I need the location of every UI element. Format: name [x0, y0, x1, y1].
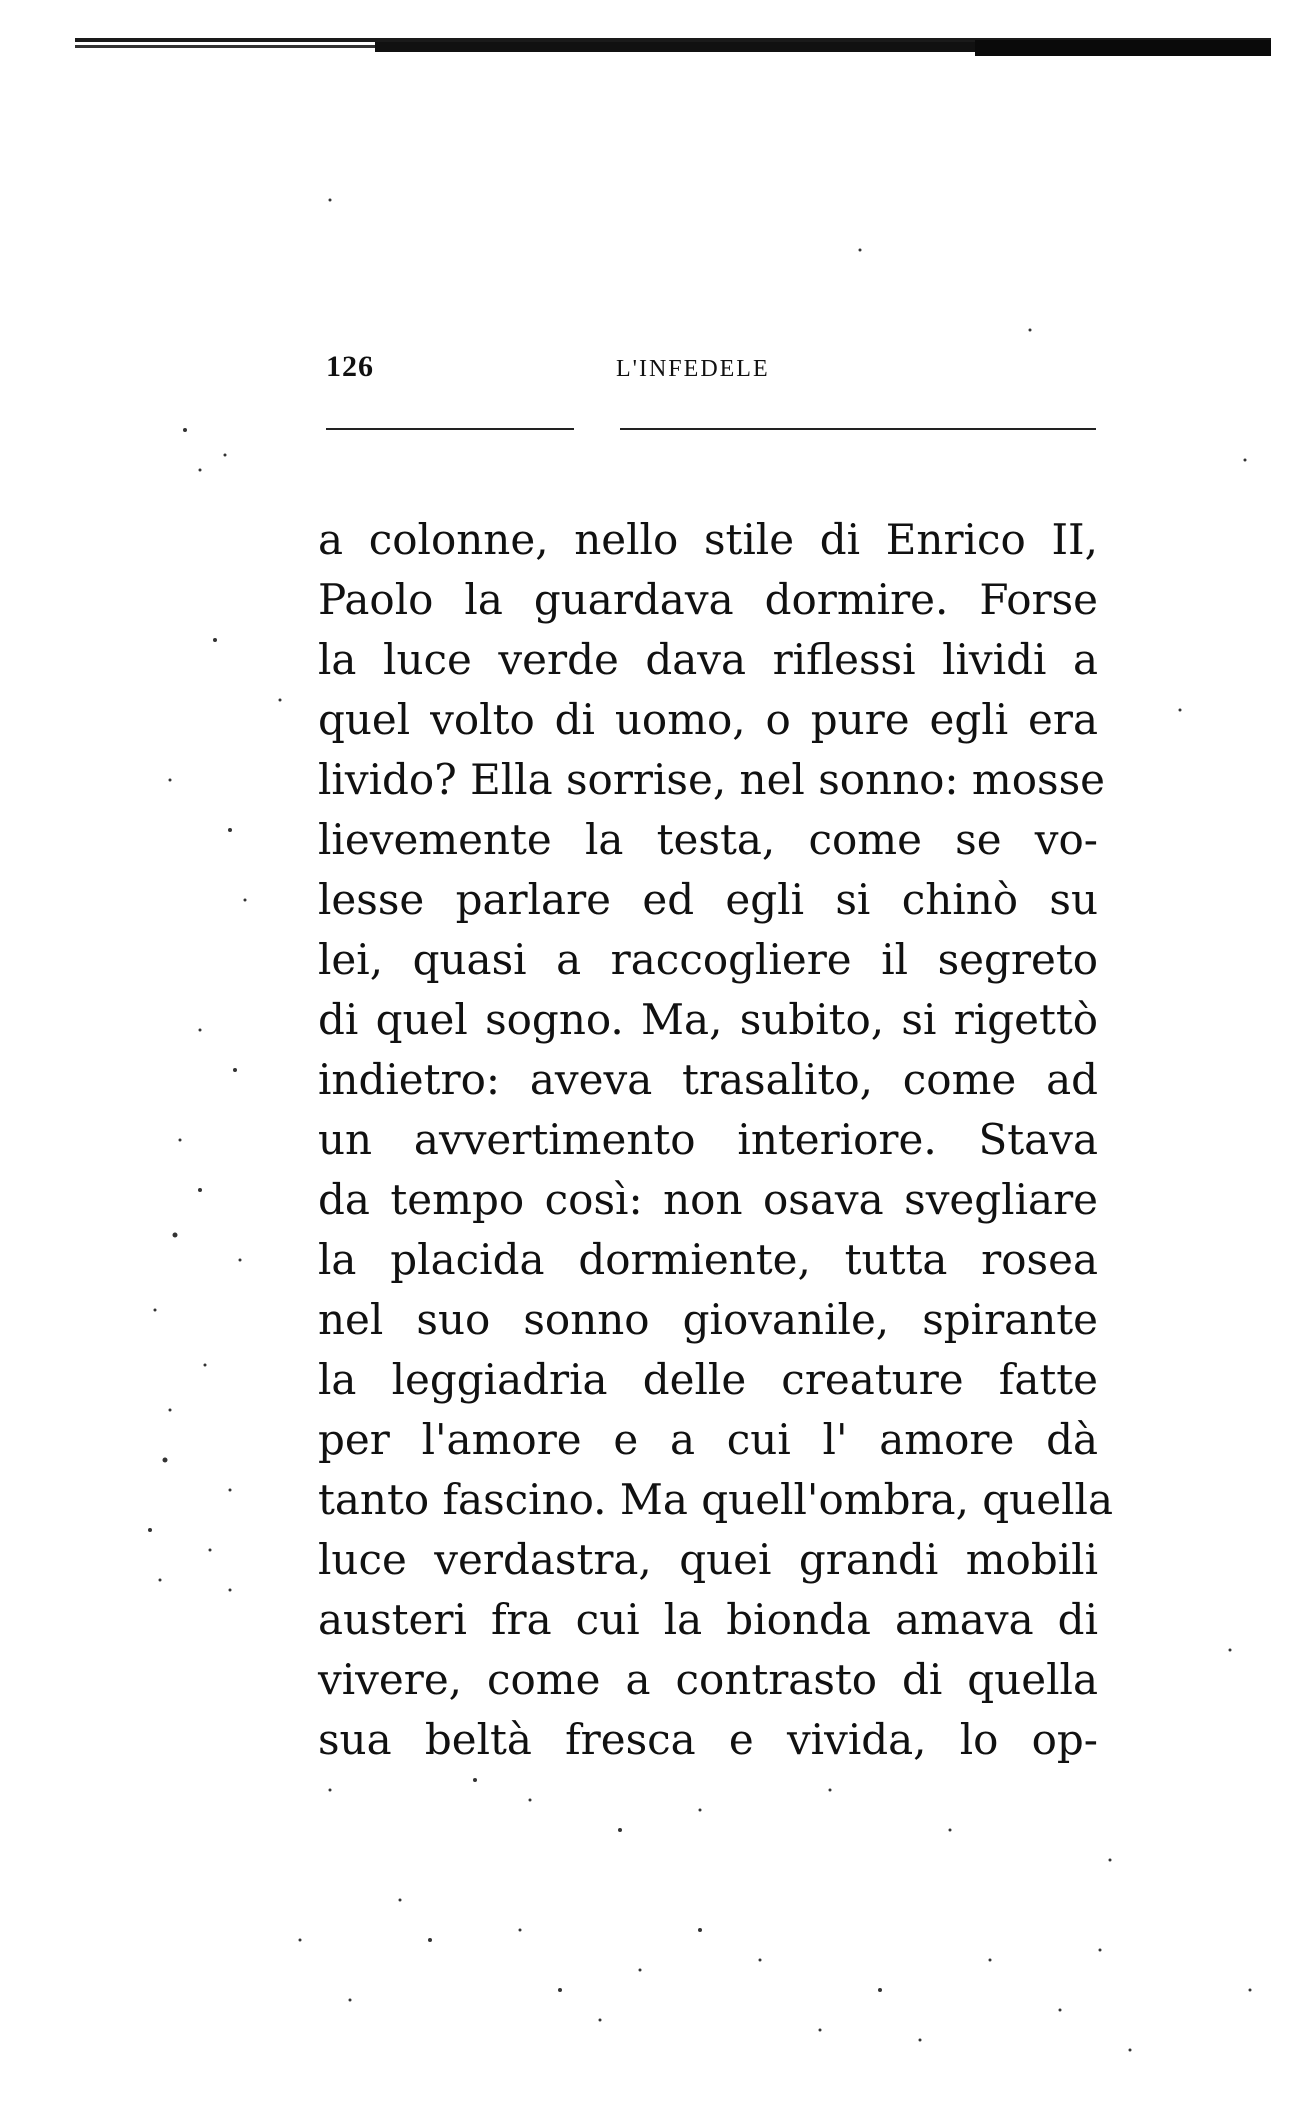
- text-line: lei, quasi a raccogliere il segreto: [318, 935, 1098, 984]
- page-number: 126: [326, 350, 374, 383]
- running-head: [326, 350, 1096, 400]
- text-line: livido? Ella sorrise, nel sonno: mosse: [318, 755, 1106, 804]
- text-line: quel volto di uomo, o pure egli era: [318, 695, 1098, 744]
- text-line: la leggiadria delle creature fatte: [318, 1355, 1098, 1404]
- text-line: Paolo la guardava dormire. Forse: [318, 575, 1098, 624]
- text-line: per l'amore e a cui l' amore dà: [318, 1415, 1098, 1464]
- header-rule-left: [326, 428, 574, 430]
- text-line: sua beltà fresca e vivida, lo op-: [318, 1715, 1098, 1764]
- text-line: luce verdastra, quei grandi mobili: [318, 1535, 1098, 1584]
- header-rule-right: [620, 428, 1096, 430]
- text-line: nel suo sonno giovanile, spirante: [318, 1295, 1098, 1344]
- text-line: da tempo così: non osava svegliare: [318, 1175, 1098, 1224]
- text-line: lesse parlare ed egli si chinò su: [318, 875, 1098, 924]
- body-text: [318, 510, 1113, 1770]
- text-line: lievemente la testa, come se vo-: [318, 815, 1098, 864]
- top-border-rule: [75, 36, 1271, 60]
- text-line: di quel sogno. Ma, subito, si rigettò: [318, 995, 1098, 1044]
- running-title: L'INFEDELE: [616, 356, 770, 382]
- text-line: a colonne, nello stile di Enrico II,: [318, 515, 1098, 564]
- text-line: vivere, come a contrasto di quella: [318, 1655, 1098, 1704]
- text-line: la luce verde dava riflessi lividi a: [318, 635, 1098, 684]
- text-line: indietro: aveva trasalito, come ad: [318, 1055, 1098, 1104]
- text-line: un avvertimento interiore. Stava: [318, 1115, 1098, 1164]
- text-line: tanto fascino. Ma quell'ombra, quella: [318, 1475, 1113, 1524]
- text-line: la placida dormiente, tutta rosea: [318, 1235, 1098, 1284]
- text-line: austeri fra cui la bionda amava di: [318, 1595, 1098, 1644]
